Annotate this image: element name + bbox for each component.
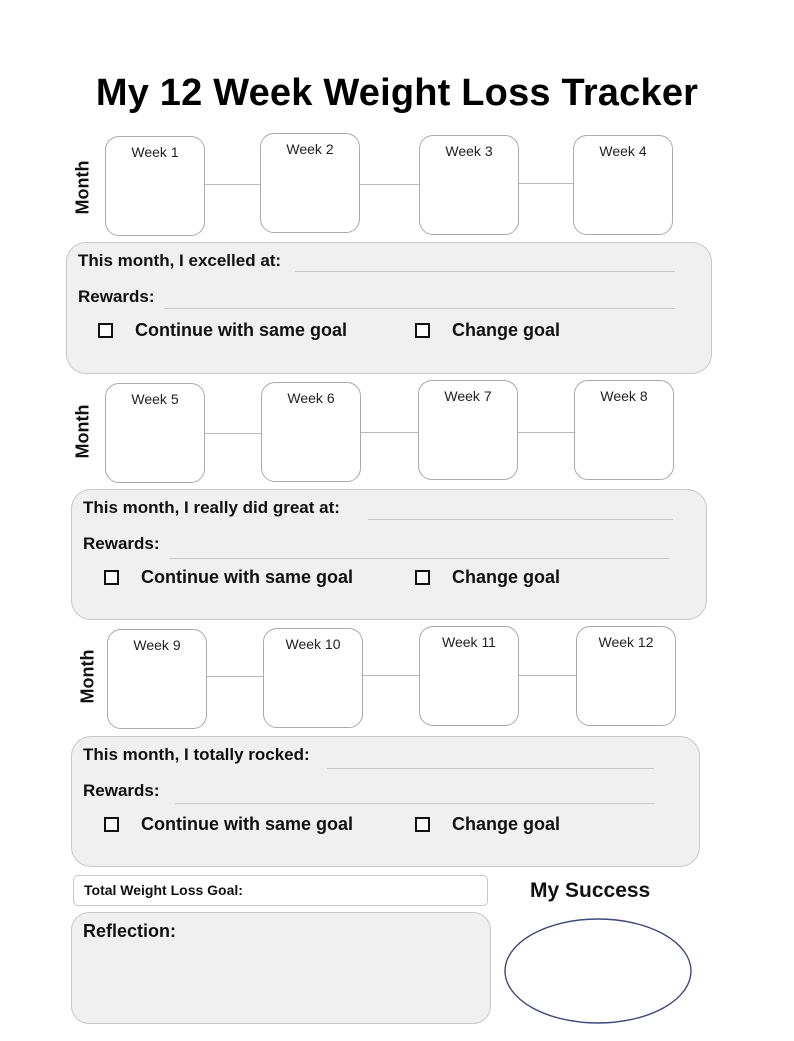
- success-oval-shape: [505, 919, 691, 1023]
- month-1-prompt: This month, I excelled at:: [78, 251, 282, 270]
- writing-line[interactable]: [175, 803, 655, 804]
- week-5-box[interactable]: [105, 383, 205, 483]
- option-label: Change goal: [452, 567, 561, 587]
- month-2-rewards-label: Rewards:: [83, 534, 160, 553]
- week-label: Week 7: [444, 388, 492, 404]
- week-1-box[interactable]: [105, 136, 205, 236]
- option-label: Change goal: [452, 814, 561, 834]
- week-label: Week 12: [598, 634, 654, 650]
- total-goal-label: Total Weight Loss Goal:: [84, 882, 243, 898]
- month-3-panel: [71, 736, 700, 867]
- checkbox[interactable]: [415, 817, 430, 832]
- week-connector: [519, 675, 577, 676]
- week-label: Week 9: [133, 637, 181, 653]
- month-3-prompt: This month, I totally rocked:: [83, 745, 310, 764]
- option-label: Continue with same goal: [141, 567, 354, 587]
- week-8-box[interactable]: [574, 380, 674, 480]
- week-7-box[interactable]: [418, 380, 518, 480]
- week-label: Week 10: [285, 636, 341, 652]
- month-3-rewards-label: Rewards:: [83, 781, 160, 800]
- month-2-panel: [71, 489, 707, 620]
- week-connector: [360, 184, 419, 185]
- week-11-box[interactable]: [419, 626, 519, 726]
- week-3-box[interactable]: [419, 135, 519, 235]
- week-label: Week 4: [599, 143, 647, 159]
- option-label: Change goal: [452, 320, 561, 340]
- week-connector: [363, 675, 420, 676]
- week-connector: [205, 433, 262, 434]
- week-label: Week 2: [286, 141, 334, 157]
- week-label: Week 8: [600, 388, 648, 404]
- checkbox[interactable]: [98, 323, 113, 338]
- reflection-label: Reflection:: [83, 921, 177, 941]
- option-label: Continue with same goal: [135, 320, 348, 340]
- continue-goal-option[interactable]: [104, 814, 353, 835]
- my-success-title: My Success: [530, 879, 651, 902]
- week-6-box[interactable]: [261, 382, 361, 482]
- month-2-prompt: This month, I really did great at:: [83, 498, 340, 517]
- week-connector: [207, 676, 264, 677]
- month-1-rewards-label: Rewards:: [78, 287, 155, 306]
- week-label: Week 11: [442, 634, 496, 650]
- checkbox[interactable]: [104, 817, 119, 832]
- reflection-box[interactable]: [71, 912, 491, 1024]
- writing-line[interactable]: [368, 519, 673, 520]
- week-4-box[interactable]: [573, 135, 673, 235]
- checkbox[interactable]: [415, 323, 430, 338]
- change-goal-option[interactable]: [415, 814, 560, 835]
- week-connector: [518, 432, 575, 433]
- continue-goal-option[interactable]: [98, 320, 347, 341]
- total-weight-loss-goal-field[interactable]: [73, 875, 488, 906]
- week-label: Week 6: [287, 390, 335, 406]
- page-title: My 12 Week Weight Loss Tracker: [95, 72, 699, 114]
- writing-line[interactable]: [295, 271, 675, 272]
- option-label: Continue with same goal: [141, 814, 354, 834]
- month-1-panel: [66, 242, 712, 374]
- week-label: Week 1: [131, 144, 179, 160]
- week-12-box[interactable]: [576, 626, 676, 726]
- change-goal-option[interactable]: [415, 320, 560, 341]
- week-connector: [361, 432, 419, 433]
- writing-line[interactable]: [327, 768, 654, 769]
- week-10-box[interactable]: [263, 628, 363, 728]
- success-oval[interactable]: [502, 918, 694, 1028]
- checkbox[interactable]: [415, 570, 430, 585]
- week-connector: [519, 183, 574, 184]
- week-9-box[interactable]: [107, 629, 207, 729]
- week-connector: [205, 184, 261, 185]
- change-goal-option[interactable]: [415, 567, 560, 588]
- week-2-box[interactable]: [260, 133, 360, 233]
- writing-line[interactable]: [164, 308, 675, 309]
- writing-line[interactable]: [169, 558, 669, 559]
- continue-goal-option[interactable]: [104, 567, 353, 588]
- week-label: Week 5: [131, 391, 179, 407]
- checkbox[interactable]: [104, 570, 119, 585]
- week-label: Week 3: [445, 143, 493, 159]
